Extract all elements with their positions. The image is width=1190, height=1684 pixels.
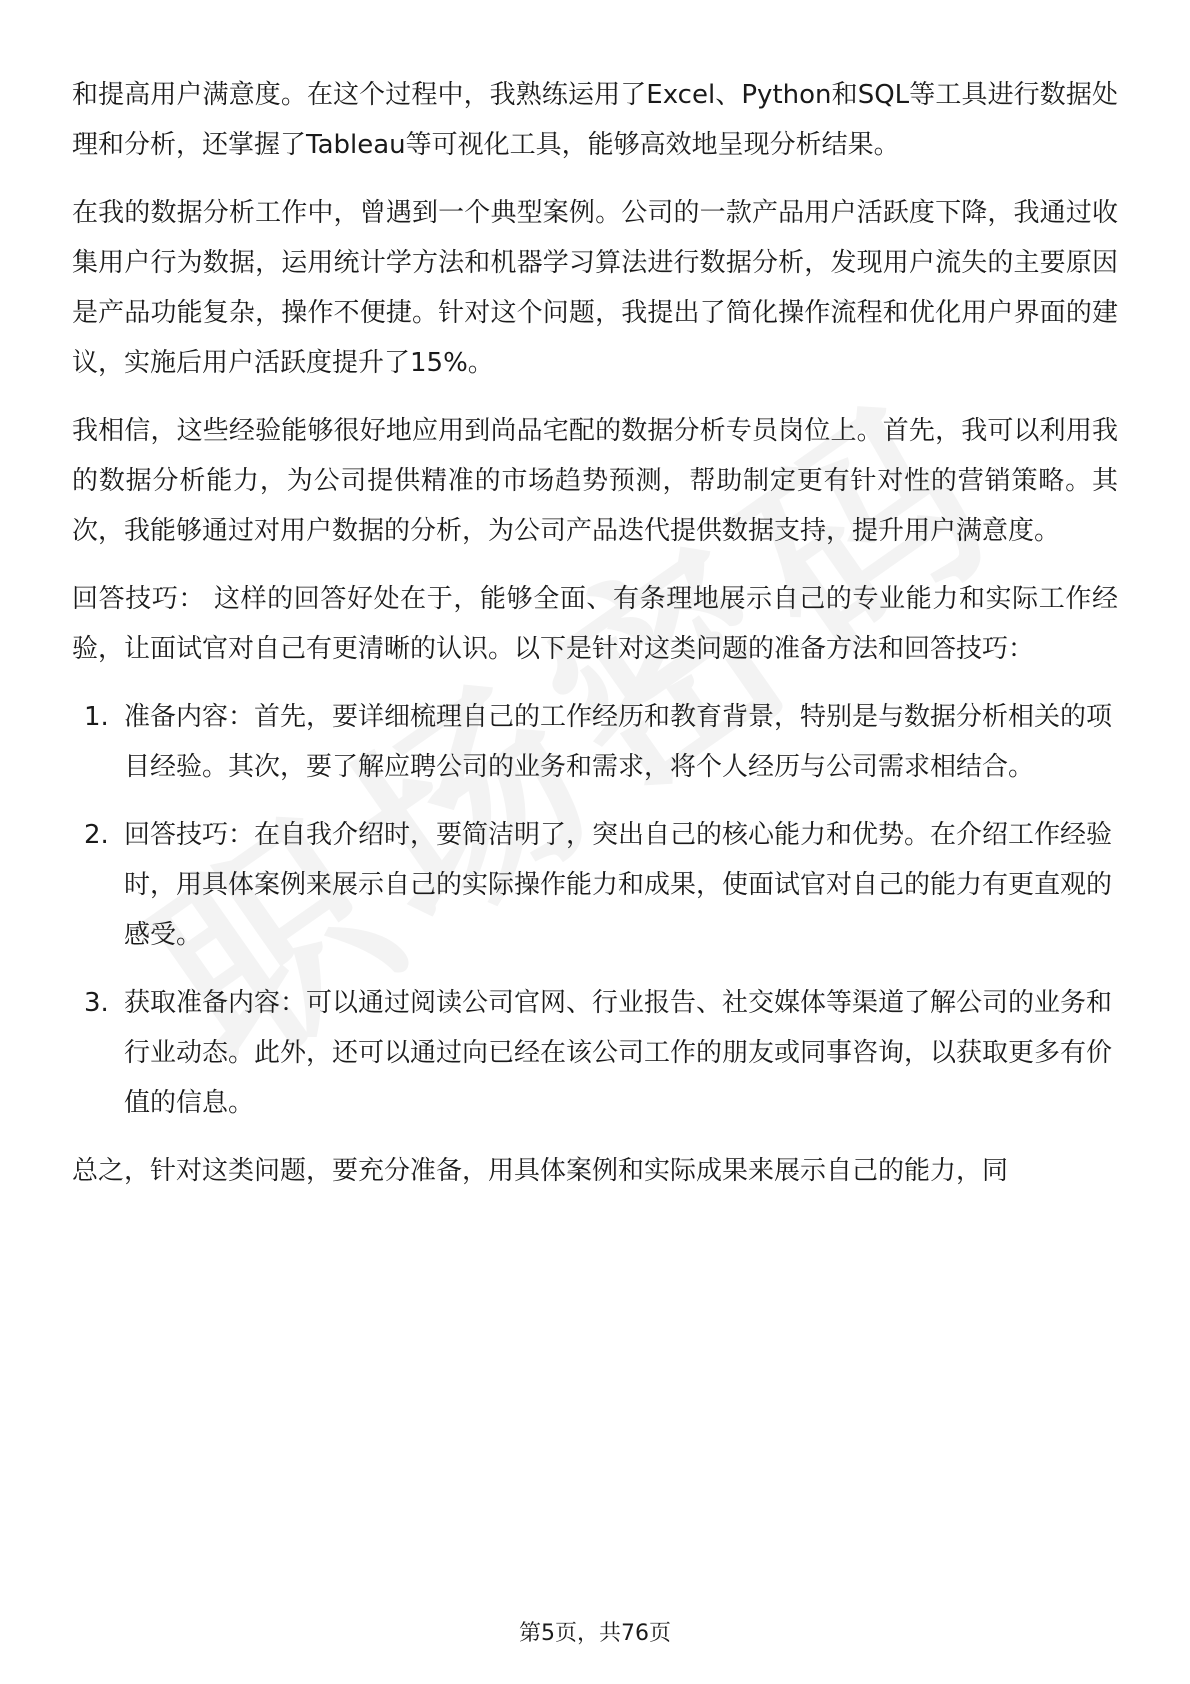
paragraph-tips: 回答技巧： 这样的回答好处在于，能够全面、有条理地展示自己的专业能力和实际工作经验，让面试官对自己有更清晰的认识。以下是针对这类问题的准备方法和回答技巧：	[72, 584, 1118, 664]
list-item	[72, 810, 1118, 960]
paragraph-application: 我相信，这些经验能够很好地应用到尚品宅配的数据分析专员岗位上。首先，我可以利用我的数据分析能力，为公司提供精准的市场趋势预测，帮助制定更有针对性的营销策略。其次，我能够通过对用户数据的分析，为公司产品迭代提供数据支持，提升用户满意度。	[72, 416, 1118, 546]
list-text: 获取准备内容：可以通过阅读公司官网、行业报告、社交媒体等渠道了解公司的业务和行业动态。此外，还可以通过向已经在该公司工作的朋友或同事咨询，以获取更多有价值的信息。	[124, 988, 1113, 1118]
list-number: 2.	[84, 820, 109, 850]
page-content	[72, 70, 1118, 1214]
list-number: 3.	[84, 988, 109, 1018]
page-number: 第5页，共76页	[519, 1621, 671, 1646]
list-item	[72, 692, 1118, 792]
paragraph-skills: 和提高用户满意度。在这个过程中，我熟练运用了Excel、Python和SQL等工具进行数据处理和分析，还掌握了Tableau等可视化工具，能够高效地呈现分析结果。	[72, 80, 1118, 160]
list-number: 1.	[84, 702, 109, 732]
paragraph-case: 在我的数据分析工作中，曾遇到一个典型案例。公司的一款产品用户活跃度下降，我通过收集用户行为数据，运用统计学方法和机器学习算法进行数据分析，发现用户流失的主要原因是产品功能复杂，操作不便捷。针对这个问题，我提出了简化操作流程和优化用户界面的建议，实施后用户活跃度提升了15%。	[72, 198, 1118, 378]
list-text: 准备内容：首先，要详细梳理自己的工作经历和教育背景，特别是与数据分析相关的项目经验。其次，要了解应聘公司的业务和需求，将个人经历与公司需求相结合。	[124, 702, 1113, 782]
list-text: 回答技巧：在自我介绍时，要简洁明了，突出自己的核心能力和优势。在介绍工作经验时，用具体案例来展示自己的实际操作能力和成果，使面试官对自己的能力有更直观的感受。	[124, 820, 1113, 950]
tips-list	[72, 692, 1118, 1128]
paragraph-closing: 总之，针对这类问题，要充分准备，用具体案例和实际成果来展示自己的能力，同	[72, 1156, 1009, 1186]
list-item	[72, 978, 1118, 1128]
